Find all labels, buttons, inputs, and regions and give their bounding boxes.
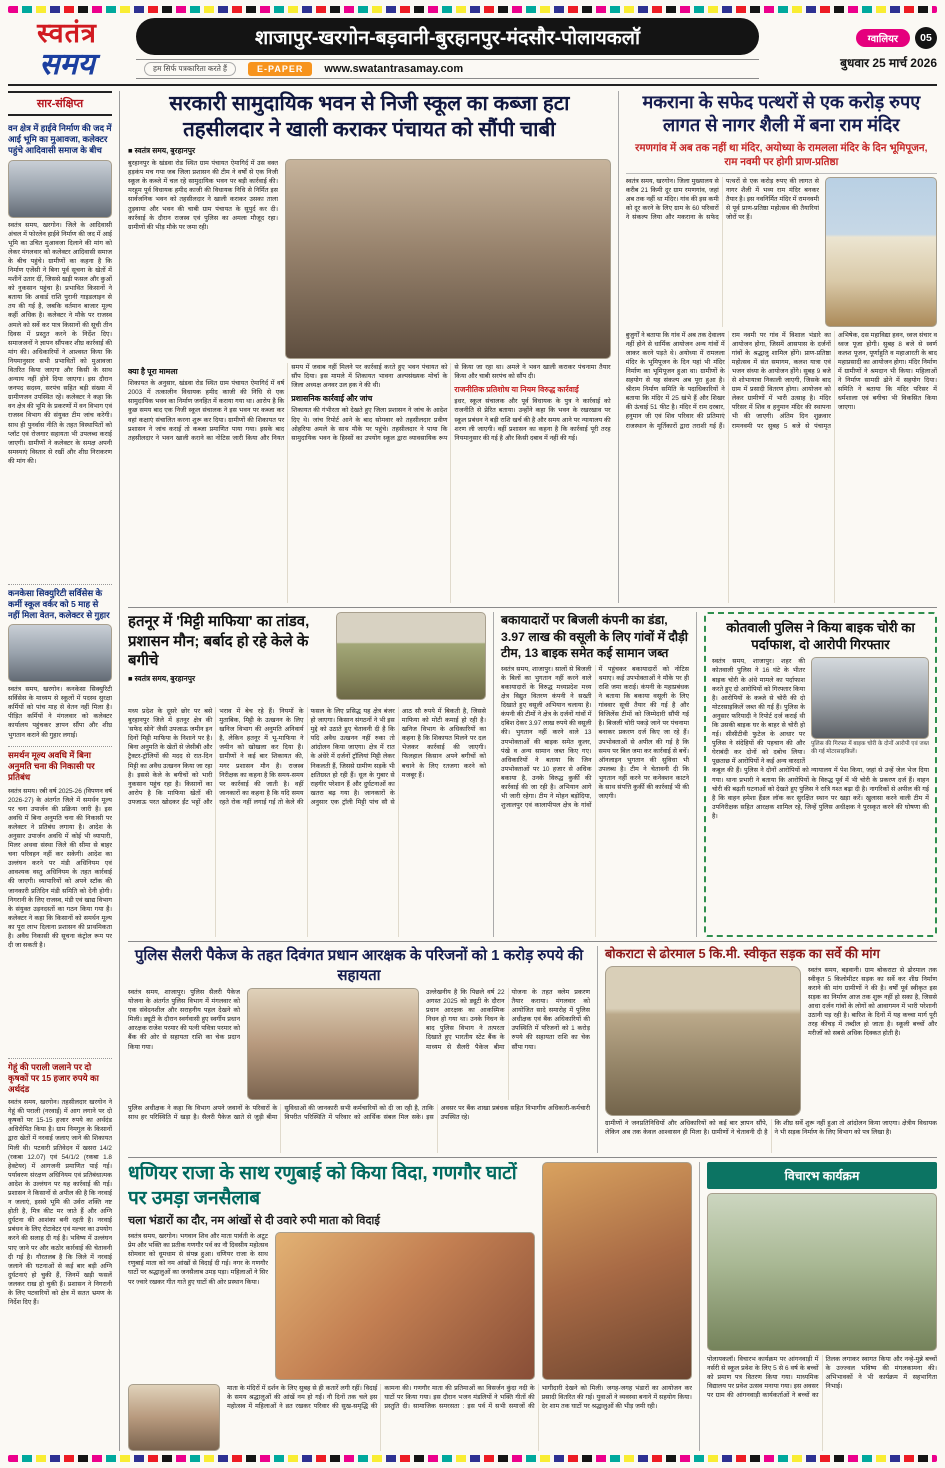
article-body-2: शिकायत की गंभीरता को देखते हुए जिला प्रशासन ने जांच के आदेश दिए थे। जांच रिपोर्ट आने के बाद सोमवार को तहसीलदार प्रवीण ओहरिया अमले के साथ मौके पर पहुंचे। तहसीलदार ने पाया कि सामुदायिक भवन के हिस्सों का उपयोग स्कूल द्वारा व्यावसायिक रूप से किया जा रहा था। अमले ने भवन खाली कराकर पंचनामा तैयार किया और चाबी सरपंच को सौंप दी।: [291, 364, 611, 442]
article-body-b: बुजुर्गों ने बताया कि गांव में अब तक देवालय नहीं होने से धार्मिक आयोजन अन्य गांवों में जाकर करने पड़ते थे। अयोध्या में रामलला मंदिर के भूमिपूजन के दिन यहां भी मंदिर निर्माण का भूमिपूजन हुआ था। ग्रामीणों के सहयोग से यह संकल्प अब पूरा हुआ है। श्रीराम निर्माण समिति के पदाधिकारियों ने बताया कि मंदिर में 25 खंभे हैं और शिखर की ऊंचाई 51 फीट है। मंदिर में राम दरबार, हनुमान जी एवं शिव परिवार की प्रतिमाएं राजस्थान के मूर्तिकारों द्वारा तराशी गई हैं। राम नवमी पर गांव में विशाल भंडारे का आयोजन होगा, जिसमें आसपास के दर्जनों गांवों के श्रद्धालु शामिल होंगे। प्राण-प्रतिष्ठा महोत्सव में संत समागम, कलश यात्रा एवं भजन संध्या के आयोजन होंगे। सुबह 9 बजे से शोभायात्रा निकाली जाएगी, जिसके बाद ग्राम में प्रसादी वितरण होगा। आयोजन को लेकर ग्रामीणों में भारी उत्साह है। मंदिर परिसर में शिव व हनुमान मंदिर की स्थापना भी की जाएगी। अंतिम दिन शुक्रवार रामनवमी पर सुबह 5 बजे से पंचामृत अभिषेक, दस महाविद्या हवन, ध्वज संचार व ध्वज पूजा होगी। सुबह 8 बजे से स्वर्ण कलश पूजन, पूर्णाहुति व महाआरती के बाद महाप्रसादी का आयोजन होगा। मंदिर निर्माण में ग्रामीणों ने श्रमदान भी किया। महिलाओं ने निर्माण सामग्री ढोने में सहयोग दिया। समिति ने बताया कि मंदिर परिसर में धर्मशाला एवं बगीचा भी विकसित किया जाएगा।: [625, 331, 937, 430]
header-subrow: [136, 59, 759, 79]
row-2: [128, 607, 937, 937]
brief-2-photo: [8, 624, 112, 682]
article-photo-procession: [275, 1232, 535, 1380]
article-headline: बोकराटा से ढोरमाल 5 कि.मी. स्वीकृत सड़क का सर्वे की मांग: [605, 946, 880, 961]
brief-1-photo: [8, 160, 112, 218]
article-photo-group: [707, 1193, 937, 1351]
edition-cities-banner: शाजापुर-खरगोन-बड़वानी-बुरहानपुर-मंदसौर-पोलायकलॉ: [136, 18, 759, 55]
photo-caption: पुलिस की गिरफ्त में बाइक चोरी के दोनों आरोपी एवं जब्त की गई मोटरसाइकिलें।: [811, 741, 929, 756]
article-body-text: स्वतंत्र समय, शाजापुर। शहर की कोतवाली पुलिस ने 16 घंटे के भीतर बाइक चोरी के अंधे मामले का पर्दाफाश करते हुए दो आरोपियों को गिरफ्तार किया है। आरोपियों के कब्जे से चोरी की दो मोटरसाइकिलें जब्त की गई हैं। पुलिस के अनुसार फरियादी ने रिपोर्ट दर्ज कराई थी कि उसकी बाइक घर के बाहर से चोरी हो गई। सीसीटीवी फुटेज के आधार पर पुलिस ने संदेहियों की पहचान की और घेराबंदी कर दोनों को दबोच लिया। पूछताछ में आरोपियों ने कई अन्य वारदातें कबूल की हैं। पुलिस ने दोनों आरोपियों को न्यायालय में पेश किया, जहां से उन्हें जेल भेज दिया गया। थाना प्रभारी ने बताया कि आरोपियों के विरुद्ध पूर्व में भी चोरी के प्रकरण दर्ज हैं। वाहन चोरी की बढ़ती घटनाओं को देखते हुए पुलिस ने रात्रि गश्त बढ़ा दी है। नागरिकों से अपील की गई है कि वाहन हमेशा हैंडल लॉक कर सुरक्षित स्थान पर खड़ा करें। खुलासा करने वाली टीम में उपनिरीक्षक सहित आरक्षक शामिल रहे, जिन्हें पुलिस अधीक्षक ने पुरस्कृत करने की घोषणा की है।: [712, 658, 929, 820]
article-photo-officials: [285, 159, 611, 359]
article-body-a: स्वतंत्र समय, खरगोन। जिला मुख्यालय से करीब 21 किमी दूर ग्राम रमणगांव, जहां अब तक नहीं था मंदिर। गांव की इस कमी को दूर करने के लिए ग्राम के 60 परिवारों ने संकल्प लिया और मकराना के सफेद पत्थरों से एक करोड़ रुपए की लागत से नागर शैली में भव्य राम मंदिर बनकर तैयार है। इस नवनिर्मित मंदिर में रामनवमी से पूर्व प्राण-प्रतिष्ठा महोत्सव की तैयारियां जोरों पर हैं।: [625, 177, 819, 221]
article-top-block: [128, 1162, 692, 1380]
brief-body: स्वतंत्र समय, खरगोन। तहसीलदार खरगोन ने गेहूं की पराली (नरवाई) में आग लगाने पर दो कृषकों पर 15-15 हजार रुपये का अर्थदंड अधिरोपित किया है। ग्राम निमगुल के किसानों द्वारा खेतों में नरवाई जलाए जाने की शिकायत मिली थी। पटवारी प्रतिवेदन में खसरा 14/2 (रकबा 12.07) एवं 54/1/2 (रकबा 1.8 हेक्टेयर) में आगजनी प्रमाणित पाई गई। पर्यावरण संरक्षण अधिनियम एवं प्रतिबंधात्मक आदेश के उल्लंघन पर यह कार्रवाई की गई। प्रशासन ने किसानों से अपील की है कि नरवाई न जलाएं, इससे भूमि की उर्वरा शक्ति नष्ट होती है, मित्र कीट मर जाते हैं और अग्नि दुर्घटना की आशंका बनी रहती है। नरवाई प्रबंधन के लिए रोटावेटर एवं मल्चर का उपयोग करने की सलाह दी गई है। भविष्य में उल्लंघन पाए जाने पर और कठोर कार्रवाई की चेतावनी दी गई है। गौरतलब है कि जिले में नरवाई जलाने की घटनाओं से कई बार बड़ी अग्नि दुर्घटनाएं हो चुकी हैं, जिनमें खड़ी फसलें जलकर राख हो चुकी हैं। प्रशासन ने निगरानी के लिए पटवारियों को क्षेत्र में सतत भ्रमण के निर्देश दिए हैं।: [8, 1099, 112, 1307]
article-photo-cheque-ceremony: [247, 988, 419, 1100]
row-1: [128, 91, 937, 603]
article-body-columns: मध्य प्रदेश के दूसरे छोर पर बसे बुरहानपुर जिले में हतनूर क्षेत्र की 'सफेद सोने' जैसी उपजाऊ जमीन इन दिनों मिट्टी माफिया के निशाने पर है। बिना अनुमति के खेतों से जेसीबी और ट्रैक्टर-ट्रॉलियों की मदद से रात-दिन मिट्टी का अवैध उत्खनन किया जा रहा है। इससे केले के बगीचों को भारी नुकसान पहुंच रहा है। किसानों का आरोप है कि माफिया खेतों की उपजाऊ परत खोदकर ईंट भट्टों और भराव में बेच रहे हैं। नियमों के मुताबिक, मिट्टी के उत्खनन के लिए खनिज विभाग की अनुमति अनिवार्य है, लेकिन हतनूर में भू-माफिया ने जमीन को खोखला कर दिया है। ग्रामीणों ने कई बार शिकायत की, मगर प्रशासन मौन है। राजस्व निरीक्षक का कहना है कि समय-समय पर कार्रवाई की जाती है। वहीं जानकारों का कहना है कि यदि समय रहते रोक नहीं लगाई गई तो केले की फसल के लिए प्रसिद्ध यह क्षेत्र बंजर हो जाएगा। किसान संगठनों ने भी इस मुद्दे को उठाते हुए चेतावनी दी है कि यदि अवैध उत्खनन नहीं रुका तो आंदोलन किया जाएगा। क्षेत्र में रात के अंधेरे में दर्जनों ट्रॉलियां मिट्टी लेकर निकलती हैं, जिससे ग्रामीण सड़कें भी क्षतिग्रस्त हो रही हैं। धूल के गुबार से राहगीर परेशान हैं और दुर्घटनाओं का खतरा बढ़ गया है। जानकारों के अनुसार एक ट्रॉली मिट्टी पांच सौ से आठ सौ रुपये में बिकती है, जिससे माफिया को मोटी कमाई हो रही है। खनिज विभाग के अधिकारियों का कहना है कि शिकायत मिलने पर दल भेजकर कार्रवाई की जाएगी। फिलहाल किसान अपने बगीचों को बचाने के लिए रतजगा करने को मजबूर हैं।: [128, 708, 486, 806]
article-mid-block: [605, 966, 937, 1116]
article-photo-temple: [825, 177, 937, 327]
brief-body: स्वतंत्र समय, खरगोन। कनकेसा सिक्युरिटी सर्विसेस के माध्यम से स्कूलों में पदस्थ सुरक्षा कर्मियों को पांच माह से वेतन नहीं मिला है। पीड़ित कर्मियों ने मंगलवार को कलेक्टर कार्यालय पहुंचकर ज्ञापन सौंपा और शीघ्र भुगतान कराने की गुहार लगाई।: [8, 686, 112, 739]
article-body: [712, 657, 929, 930]
article-body-1: शिकायत के अनुसार, खंडवा रोड स्थित ग्राम पंचायत ऐमागिर्द में वर्ष 2003 में तत्कालीन विधायक हमीद काजी की निधि से एक सामुदायिक भवन का निर्माण जनहित में कराया गया था। आरोप है कि कुछ समय बाद एक निजी स्कूल संचालक ने इस भवन पर कब्जा कर वहां कक्षाएं संचालित करना शुरू कर दिया। ग्रामीणों की शिकायत पर प्रशासन ने जांच कराई तो कब्जा प्रमाणित पाया गया। इसके बाद तहसीलदार ने भवन खाली कराने का नोटिस जारी किया और नियत समय में जवाब नहीं मिलने पर कार्रवाई करते हुए भवन पंचायत को सौंप दिया। इस मामले में शिकायत भावना अल्पसंख्यक मोर्चा के जिला अध्यक्ष अनवर उल हक ने की थी।: [128, 364, 448, 442]
article-bottom-block: [128, 1384, 692, 1451]
article-subhead-3: राजनीतिक प्रतिशोध या नियम विरुद्ध कार्रवाई: [454, 385, 579, 395]
intro-and-photo: [128, 1232, 535, 1380]
photo-with-caption: [811, 657, 929, 757]
article-byline: ■ स्वतंत्र समय, बुरहानपुर: [128, 673, 196, 683]
article-headline: बकायादारों पर बिजली कंपनी का डंडा, 3.97 लाख की वसूली के लिए गांवों में दौड़ी टीम, 13 बाइक समेत कई सामान जब्त: [501, 613, 688, 661]
header-center: [136, 18, 759, 80]
sidebar-brief-1: [8, 120, 112, 585]
masthead-line1: स्वतंत्र: [37, 18, 97, 48]
news-briefs-sidebar: [8, 91, 120, 1451]
header-divider: [8, 84, 937, 86]
article-bike-theft: [696, 612, 937, 937]
brief-headline: समर्थन मूल्य अवधि में बिना अनुमति चना की निकासी पर प्रतिबंध: [8, 750, 95, 783]
article-body-bottom: ग्रामीणों ने जनप्रतिनिधियों और अधिकारियों को कई बार ज्ञापन सौंपे, लेकिन अब तक केवल आश्वासन ही मिला है। ग्रामीणों ने चेतावनी दी है कि शीघ्र सर्वे शुरू नहीं हुआ तो आंदोलन किया जाएगा। क्षेत्रीय विधायक ने भी सड़क निर्माण के लिए विभाग को पत्र लिखा है।: [605, 1120, 937, 1137]
brief-headline: कनकेसा सिक्युरिटी सर्विसेस के कर्मी स्कूल वर्कर को 5 माह से नहीं मिला वेतन, कलेक्टर से गुहार: [8, 587, 110, 620]
brief-headline: वन क्षेत्र में हाईवे निर्माण की जद में आई भूमि का मुआवजा, कलेक्टर पहुंचे आदिवासी समाज के बीच: [8, 123, 112, 156]
article-community-building: [128, 91, 611, 603]
sidebar-brief-2: [8, 585, 112, 748]
article-body-left: स्वतंत्र समय, शाजापुर। पुलिस सैलरी पैकेज योजना के अंतर्गत पुलिस विभाग में मंगलवार को एक संवेदनशील और सराहनीय पहल देखने को मिली। ड्यूटी के दौरान स्वर्गवासी हुए स्वर्गीय प्रधान आरक्षक राजेश परमार की पत्नी पवित्रा परमार को बैंक की ओर से सहायता राशि का चेक प्रदान किया गया।: [128, 989, 240, 1051]
article-photo-police-bike: [811, 657, 929, 739]
article-body-columns: माता के मंदिरों में दर्शन के लिए सुबह से ही कतारें लगी रहीं। विदाई के समय श्रद्धालुओं की आंखें नम हो गईं। नौ दिनों तक चले इस महोत्सव में महिलाओं ने व्रत रखकर परिवार की सुख-समृद्धि की कामना की। गणगौर माता की प्रतिमाओं का विसर्जन कुंदा नदी के घाटों पर किया गया। इस दौरान भजन मंडलियों ने भक्ति गीतों की प्रस्तुति दी। सामाजिक समरसता : इस पर्व में सभी समाजों की भागीदारी देखने को मिली। जगह-जगह भंडारों का आयोजन कर प्रसादी वितरित की गई। युवाओं ने व्यवस्था बनाने में सहयोग किया। देर शाम तक घाटों पर श्रद्धालुओं की भीड़ जमी रही।: [227, 1385, 692, 1411]
color-registration-strip-bottom: [8, 1455, 937, 1462]
article-headline: सरकारी सामुदायिक भवन से निजी स्कूल का कब्जा हटा तहसीलदार ने खाली कराकर पंचायत को सौंपी चाबी: [169, 92, 570, 142]
program-header-bar: विचारभ कार्यक्रम: [707, 1162, 937, 1189]
article-top-block: [128, 159, 611, 359]
header-right: [769, 18, 937, 80]
brief-body: स्वतंत्र समय। रबी वर्ष 2025-26 (विपणन वर्ष 2026-27) के अंतर्गत जिले में समर्थन मूल्य पर चना उपार्जन की प्रक्रिया जारी है। इस अवधि में बिना अनुमति चना की निकासी पर कलेक्टर ने प्रतिबंध लगाया है। आदेश के अनुसार उपार्जन अवधि में कोई भी व्यापारी, मिलर अथवा संस्था जिले की सीमा से बाहर चना परिवहन नहीं कर सकेगी। आदेश का उल्लंघन करने पर मंडी अधिनियम एवं आवश्यक वस्तु अधिनियम के तहत कार्रवाई की जाएगी। व्यापारियों को अपने स्टॉक की जानकारी प्रतिदिन मंडी समिति को देनी होगी। निगरानी के लिए राजस्व, मंडी एवं खाद्य विभाग के संयुक्त उड़नदस्तों का गठन किया गया है। कलेक्टर ने कहा कि किसानों को समर्थन मूल्य का पूरा लाभ दिलाना प्रशासन की प्राथमिकता है। अवैध निकासी की सूचना कंट्रोल रूम पर दी जा सकती है।: [8, 787, 112, 950]
page-number-badge: 05: [915, 27, 937, 49]
article-top-block: [128, 612, 486, 704]
article-subhead-2: प्रशासनिक कार्रवाई और जांच: [291, 394, 373, 404]
article-body-bottom: पुलिस अधीक्षक ने कहा कि विभाग अपने जवानों के परिवारों के साथ हर परिस्थिति में खड़ा है। सैलरी पैकेज खाते से जुड़ी बीमा सुविधाओं की जानकारी सभी कर्मचारियों को दी जा रही है, ताकि विपरीत परिस्थिति में परिवार को आर्थिक संबल मिल सके। इस अवसर पर बैंक शाखा प्रबंधक सहित विभागीय अधिकारी-कर्मचारी उपस्थित रहे।: [128, 1105, 590, 1122]
edition-badge: ग्वालियर: [856, 29, 910, 47]
article-subhead-red: रमणगांव में अब तक नहीं था मंदिर, अयोध्या के रामलला मंदिर के दिन भूमिपूजन, राम नवमी पर होगी प्राण-प्रतिष्ठा: [635, 142, 928, 168]
sidebar-brief-4: [8, 1059, 112, 1451]
article-photo-idol: [542, 1162, 692, 1380]
article-subhead-1: क्या है पूरा मामला: [128, 367, 178, 377]
article-headline: धणियर राजा के साथ रणुबाई को किया विदा, गणगौर घाटों पर उमड़ा जनसैलाब: [128, 1163, 517, 1209]
color-registration-strip-top: [8, 6, 937, 13]
epaper-badge: E-PAPER: [248, 62, 312, 76]
article-body-right: उल्लेखनीय है कि पिछले वर्ष 22 अगस्त 2025 को ड्यूटी के दौरान प्रधान आरक्षक का आकस्मिक निधन हो गया था। उनके निधन के बाद पुलिस विभाग ने तत्परता दिखाते हुए भारतीय स्टेट बैंक के माध्यम से सैलरी पैकेज बीमा योजना के तहत क्लेम प्रकरण तैयार कराया। मंगलवार को आयोजित सादे समारोह में पुलिस अधीक्षक एवं बैंक अधिकारियों की उपस्थिति में परिजनों को 1 करोड़ रुपये की सहायता राशि का चेक सौंपा गया।: [426, 989, 590, 1051]
article-police-salary-package: [128, 946, 590, 1153]
article-photo-tractor: [336, 612, 486, 700]
highlight-box: [704, 612, 937, 937]
article-vidai-program: [699, 1162, 937, 1451]
page-header: [8, 13, 937, 84]
edition-row: [856, 27, 937, 49]
article-headline: पुलिस सैलरी पैकेज के तहत दिवंगत प्रधान आरक्षक के परिजनों को 1 करोड़ रुपये की सहायता: [134, 947, 584, 984]
article-soil-mafia: [128, 612, 486, 937]
article-electricity-recovery: [493, 612, 689, 937]
page-content: [8, 91, 937, 1451]
issue-date: बुधवार 25 मार्च 2026: [840, 56, 937, 70]
article-body-columns: स्वतंत्र समय, शाजापुर। सालों से बिजली के बिलों का भुगतान नहीं करने वाले बकायादारों के विरुद्ध मध्यप्रदेश मध्य क्षेत्र विद्युत वितरण कंपनी ने सख्ती दिखाते हुए वसूली अभियान चलाया है। कंपनी की टीमों ने क्षेत्र के दर्जनों गांवों में दबिश देकर 3.97 लाख रुपये की वसूली की। भुगतान नहीं करने वाले 13 उपभोक्ताओं की बाइक समेत कूलर, पंखे व अन्य सामान जब्त किए गए। अधिकारियों ने बताया कि जिन उपभोक्ताओं पर 10 हजार से अधिक बकाया है, उनके विरुद्ध कुर्की की कार्रवाई की जा रही है। अभियान आगे भी जारी रहेगा। टीम ने मोहन बड़ोदिया, शुजालपुर एवं कालापीपल क्षेत्र के गांवों में पहुंचकर बकायादारों को नोटिस थमाए। कई उपभोक्ताओं ने मौके पर ही राशि जमा कराई। कंपनी के महाप्रबंधक ने बताया कि बकाया वसूली के लिए गांववार सूची तैयार की गई है और विजिलेंस टीमों को जिम्मेदारी सौंपी गई है। बिजली चोरी पकड़े जाने पर पंचनामा बनाकर प्रकरण दर्ज किए जा रहे हैं। उपभोक्ताओं से अपील की गई है कि समय पर बिल जमा कर कार्रवाई से बचें। ऑनलाइन भुगतान की सुविधा भी उपलब्ध है। टीम ने चेतावनी दी कि भुगतान नहीं करने पर कनेक्शन काटने के साथ संपत्ति कुर्की की कार्रवाई भी की जाएगी।: [501, 665, 689, 810]
article-body-columns: पोलायकलॉ। विचारभ कार्यक्रम पर आंगनवाड़ी में नर्सरी से स्कूल प्रवेश के लिए 5 से 6 वर्ष के बच्चों को प्रमाण पत्र वितरण किया गया। माध्यमिक विद्यालय पर प्रवेश उत्सव मनाया गया। इस अवसर पर ग्राम की आंगनवाड़ी कार्यकर्ताओं ने बच्चों का तिलक लगाकर स्वागत किया और नन्हे-मुन्ने बच्चों के उज्ज्वल भविष्य की मंगलकामना की। अभिभावकों ने भी कार्यक्रम में सहभागिता निभाई।: [707, 1356, 937, 1400]
article-mid-block: [128, 988, 590, 1100]
masthead: [8, 18, 126, 80]
article-road-survey: [597, 946, 937, 1153]
main-content: [128, 91, 937, 1451]
article-intro: बुरहानपुर के खंडवा रोड स्थित ग्राम पंचायत ऐमागिर्द में उस वक्त हड़कंप मच गया जब जिला प्रशासन की टीम ने वर्षों से एक निजी स्कूल के कब्जे में चल रहे सामुदायिक भवन पर बड़ी कार्रवाई की। मरहूम पूर्व विधायक हमीद काजी की विधायक निधि से निर्मित इस सार्वजनिक भवन को तहसीलदार ने खाली कराकर उसका ताला तुड़वाया और भवन की चाबी ग्राम पंचायत के सुपुर्द कर दी। कार्रवाई के दौरान राजस्व एवं पुलिस का अमला मौजूद रहा। ग्रामीणों की भीड़ मौके पर जमा रही।: [128, 160, 278, 231]
article-body-3: इधर, स्कूल संचालक और पूर्व विधायक के पुत्र ने कार्रवाई को राजनीति से प्रेरित बताया। उन्होंने कहा कि भवन के रखरखाव पर स्कूल प्रबंधन ने बड़ी राशि खर्च की है और समय आने पर न्यायालय की शरण ली जाएगी। वहीं प्रशासन का कहना है कि कार्रवाई पूरी तरह नियमानुसार की गई है और किसी दबाव में नहीं की गई।: [454, 398, 611, 442]
article-byline: ■ स्वतंत्र समय, बुरहानपुर: [128, 146, 196, 156]
headline-block: [128, 612, 329, 704]
sidebar-brief-3: [8, 747, 112, 1059]
article-subhead: चला भंडारों का दौर, नम आंखों से दी उवारे रुपी माता को विदाई: [128, 1215, 380, 1228]
brief-body: स्वतंत्र समय, खरगोन। जिले के आदिवासी अंचल में फोरलेन हाईवे निर्माण की जद में आई भूमि का उचित मुआवजा दिलाने की मांग को लेकर मंगलवार को कलेक्टर आदिवासी समाज के बीच पहुंचे। ग्रामीणों का कहना है कि निर्माण एजेंसी ने बिना पूर्व सूचना के खेतों में मशीनें उतार दीं, जिससे खड़ी फसल और कुओं को नुकसान पहुंचा है। प्रभावित किसानों ने बताया कि अवार्ड राशि पुरानी गाइडलाइन से तय की गई है, जबकि वर्तमान बाजार मूल्य कहीं अधिक है। कलेक्टर ने मौके पर राजस्व अमले को सर्वे कर पात्र किसानों की सूची तीन दिवस में प्रस्तुत करने के निर्देश दिए। समाजजनों ने ज्ञापन सौंपकर शीघ्र कार्रवाई की मांग की। अधिकारियों ने आश्वस्त किया कि नियमानुसार सभी प्रभावितों को मुआवजा वितरित किया जाएगा और किसी के साथ अन्याय नहीं होने दिया जाएगा। इस दौरान जनपद सदस्य, सरपंच सहित बड़ी संख्या में ग्रामीणजन उपस्थित रहे। कलेक्टर ने कहा कि वन क्षेत्र की भूमि के प्रकरणों में वन विभाग एवं राजस्व विभाग की संयुक्त टीम जांच करेगी। साथ ही पुनर्वास नीति के तहत विस्थापितों को प्लॉट एवं रोजगार सहायता भी उपलब्ध कराई जाएगी। ग्रामीणों ने कलेक्टर के समक्ष अपनी समस्याएं विस्तार से रखीं और शीघ्र निराकरण की मांग की।: [8, 221, 112, 465]
article-intro: स्वतंत्र समय, खरगोन। भगवान शिव और माता पार्वती के अटूट प्रेम और भक्ति का प्रतीक गणगौर पर्व का नौ दिवसीय महोत्सव सोमवार को धूमधाम से संपन्न हुआ। धणियर राजा के साथ रणुबाई माता को नम आंखों से विदाई दी गई। नगर के गणगौर घाटों पर श्रद्धालुओं का जनसैलाब उमड़ पड़ा। महिलाओं ने सिर पर ज्वारे रखकर गीत गाते हुए घाटों की ओर प्रस्थान किया।: [128, 1233, 268, 1286]
article-headline: कोतवाली पुलिस ने किया बाइक चोरी का पर्दाफाश, दो आरोपी गिरफ्तार: [726, 620, 915, 653]
website-url: www.swatantrasamay.com: [324, 63, 464, 75]
article-top-block: [626, 177, 937, 327]
article-body-columns: [128, 363, 611, 603]
thin-rule: [626, 173, 937, 174]
row-4: [128, 1157, 937, 1451]
brief-headline: गेहूं की पराली जलाने पर दो कृषकों पर 15 हजार रुपये का अर्थदंड: [8, 1061, 99, 1094]
article-photo-rituals: [128, 1384, 220, 1451]
masthead-tagline: हम सिर्फ पत्रकारिता करते हैं: [144, 62, 236, 76]
article-gangaur-festival: [128, 1162, 692, 1451]
sidebar-section-title: सार-संक्षिप्त: [8, 91, 112, 116]
article-photo-road: [605, 966, 801, 1116]
article-headline: मकराना के सफेद पत्थरों से एक करोड़ रुपए लागत से नागर शैली में बना राम मंदिर: [642, 92, 921, 136]
headline-and-intro: [128, 1162, 535, 1380]
row-3: [128, 941, 937, 1153]
article-ram-mandir: [618, 91, 937, 603]
article-body-right: स्वतंत्र समय, बड़वानी। ग्राम बोकराटा से ढोरमाल तक स्वीकृत 5 किलोमीटर सड़क का सर्वे कर शीघ्र निर्माण कराने की मांग ग्रामीणों ने की है। वर्षों पूर्व स्वीकृत इस सड़क का निर्माण आज तक शुरू नहीं हो सका है, जिससे आधा दर्जन गांवों के लोगों को आवागमन में भारी परेशानी उठानी पड़ रही है। बारिश के दिनों में यह कच्चा मार्ग पूरी तरह कीचड़ में तब्दील हो जाता है। स्कूली बच्चों और मरीजों को सबसे अधिक दिक्कत होती है।: [808, 966, 937, 1038]
masthead-line2: समय: [39, 48, 95, 81]
article-headline: हतनूर में 'मिट्टी माफिया' का तांडव, प्रशासन मौन; बर्बाद हो रहे केले के बगीचे: [128, 613, 310, 669]
